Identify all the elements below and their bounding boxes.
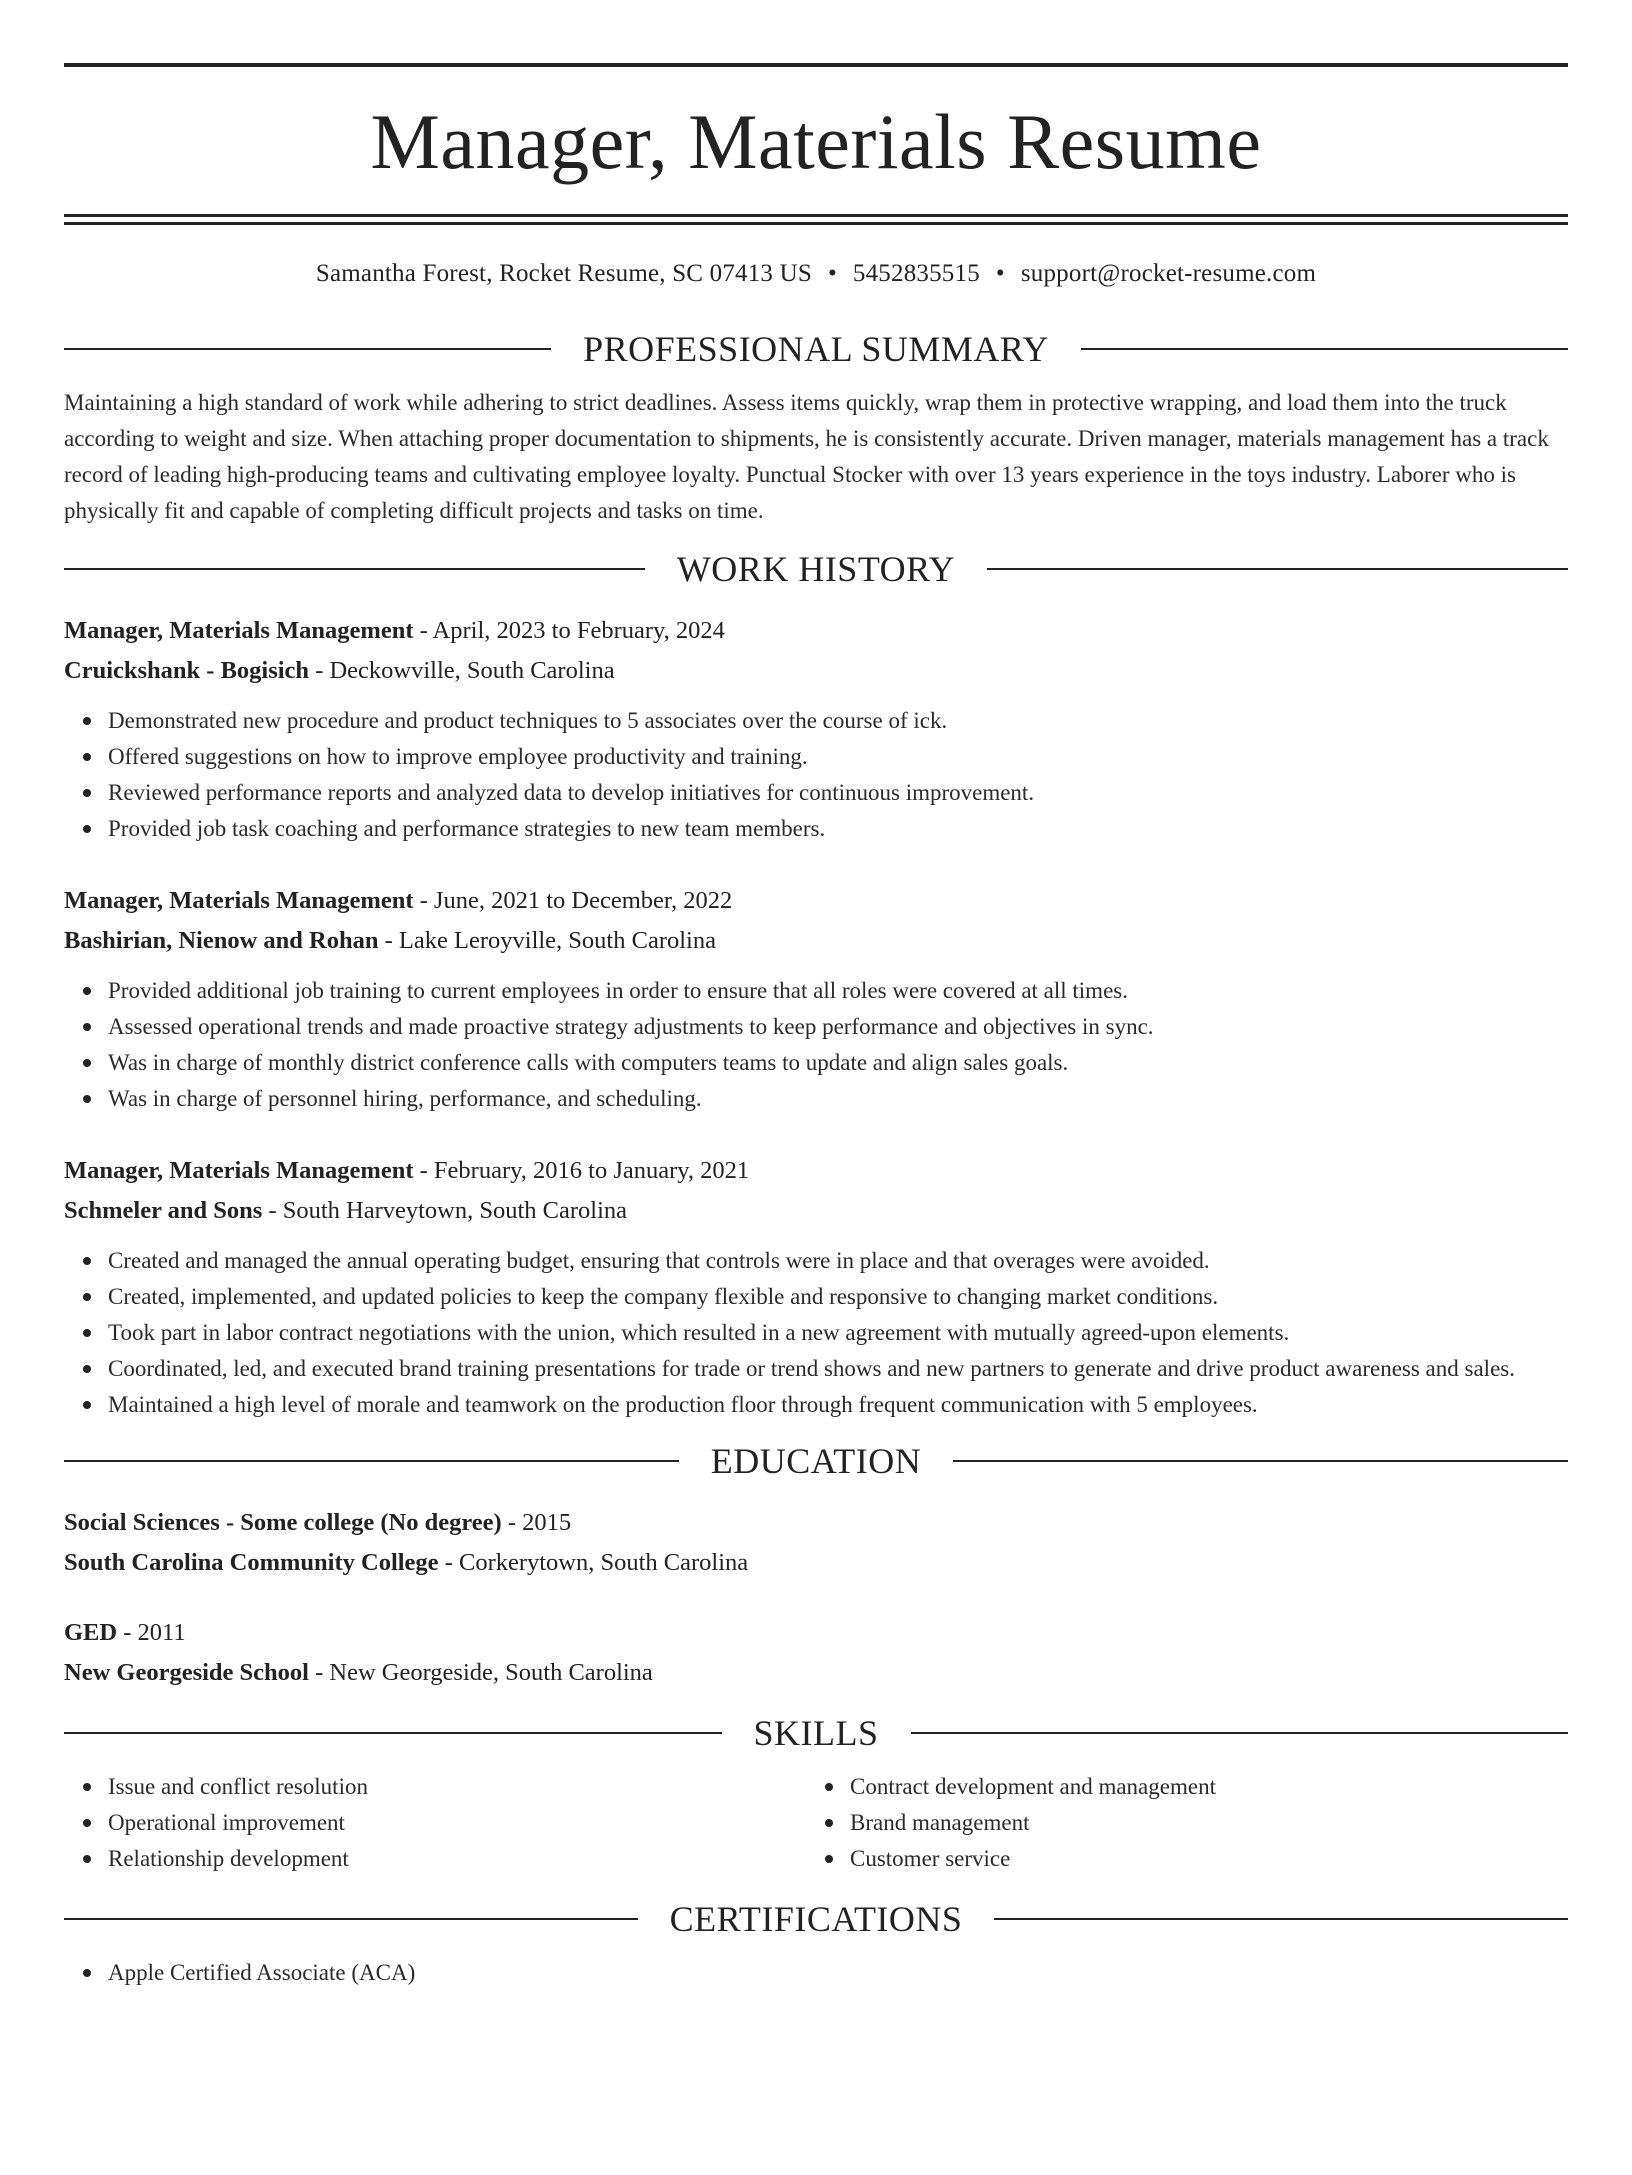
summary-text: Maintaining a high standard of work while adhering to strict deadlines. Assess items quickly, wrap them in protective wrapping, and load them into the truck according to weight and size. When attaching proper documentation to shipments, he is consistently accurate. Driven manager, materials management has a track record of leading high-producing teams and cultivating employee loyalty. Punctual Stocker with over 13 years experience in the toys industry. Laborer who is physically fit and capable of completing difficult projects and tasks on time. [64, 390, 1549, 523]
list-item: Maintained a high level of morale and teamwork on the production floor through frequent communication with 5 employees. [108, 1387, 1568, 1423]
list-item: Contract development and management [850, 1769, 1568, 1805]
section-header-certifications [64, 1897, 1568, 1941]
degree-year: - 2015 [501, 1509, 572, 1536]
job-company-line [64, 651, 1568, 691]
certifications-list [64, 1955, 1568, 1991]
education-entry [64, 1503, 1568, 1583]
section-header-education [64, 1439, 1568, 1483]
section-rule [1081, 348, 1568, 350]
job-title: Manager, Materials Management [64, 617, 414, 644]
job-title: Manager, Materials Management [64, 1157, 414, 1184]
section-rule [64, 1732, 722, 1734]
section-header-skills [64, 1711, 1568, 1755]
section-rule [64, 1460, 679, 1462]
list-item: Apple Certified Associate (ACA) [108, 1955, 1568, 1991]
job-location: - Deckowville, South Carolina [309, 657, 615, 684]
skills-list-left [64, 1769, 806, 1877]
contact-separator: • [827, 260, 837, 287]
job-dates: - February, 2016 to January, 2021 [413, 1157, 750, 1184]
section-header-work [64, 547, 1568, 591]
job-company: Schmeler and Sons [64, 1197, 263, 1224]
job-duties [64, 1243, 1568, 1423]
job-company-line [64, 1191, 1568, 1231]
job-dates: - April, 2023 to February, 2024 [413, 617, 725, 644]
section-title: SKILLS [753, 1713, 879, 1753]
job-entry [64, 611, 1568, 847]
job-dates: - June, 2021 to December, 2022 [413, 887, 733, 914]
contact-separator: • [995, 260, 1005, 287]
list-item: Took part in labor contract negotiations with the union, which resulted in a new agreement with mutually agreed-upon elements. [108, 1315, 1568, 1351]
school-location: - Corkerytown, South Carolina [438, 1549, 749, 1576]
job-duties [64, 703, 1568, 847]
school-location: - New Georgeside, South Carolina [308, 1659, 653, 1686]
section-title: PROFESSIONAL SUMMARY [583, 329, 1049, 369]
contact-address: Samantha Forest, Rocket Resume, SC 07413 US [315, 260, 812, 287]
resume-page [0, 63, 1632, 2175]
education-entry [64, 1613, 1568, 1693]
job-title: Manager, Materials Management [64, 887, 414, 914]
school: New Georgeside School [64, 1659, 309, 1686]
section-rule [994, 1918, 1568, 1920]
section-title: WORK HISTORY [676, 549, 956, 589]
school: South Carolina Community College [64, 1549, 439, 1576]
job-title-line [64, 1151, 1568, 1191]
skills-columns [64, 1769, 1568, 1877]
list-item: Created, implemented, and updated policies to keep the company flexible and responsive to changing market conditions. [108, 1279, 1568, 1315]
degree: Social Sciences - Some college (No degree) [64, 1509, 502, 1536]
job-title-line [64, 611, 1568, 651]
job-title-line [64, 881, 1568, 921]
skills-list-right [806, 1769, 1568, 1877]
section-rule [64, 568, 645, 570]
title-double-rule [64, 214, 1568, 225]
job-company: Cruickshank - Bogisich [64, 657, 310, 684]
list-item: Was in charge of monthly district conference calls with computers teams to update and align sales goals. [108, 1045, 1568, 1081]
job-company: Bashirian, Nienow and Rohan [64, 927, 379, 954]
job-location: - South Harveytown, South Carolina [262, 1197, 628, 1224]
section-rule [987, 568, 1568, 570]
list-item: Coordinated, led, and executed brand training presentations for trade or trend shows and new partners to generate and drive product awareness and sales. [108, 1351, 1568, 1387]
degree-line [64, 1613, 1568, 1653]
section-rule [64, 348, 551, 350]
top-rule [64, 63, 1568, 67]
list-item: Demonstrated new procedure and product techniques to 5 associates over the course of ick. [108, 703, 1568, 739]
degree: GED [64, 1619, 118, 1646]
job-location: - Lake Leroyville, South Carolina [378, 927, 716, 954]
degree-line [64, 1503, 1568, 1543]
job-duties [64, 973, 1568, 1117]
list-item: Customer service [850, 1841, 1568, 1877]
section-title: EDUCATION [710, 1441, 922, 1481]
list-item: Issue and conflict resolution [108, 1769, 806, 1805]
contact-email: support@rocket-resume.com [1020, 260, 1317, 287]
resume-title: Manager, Materials Resume [370, 98, 1262, 185]
list-item: Relationship development [108, 1841, 806, 1877]
list-item: Was in charge of personnel hiring, performance, and scheduling. [108, 1081, 1568, 1117]
list-item: Provided job task coaching and performance strategies to new team members. [108, 811, 1568, 847]
section-header-summary [64, 327, 1568, 371]
list-item: Operational improvement [108, 1805, 806, 1841]
list-item: Offered suggestions on how to improve employee productivity and training. [108, 739, 1568, 775]
section-rule [911, 1732, 1569, 1734]
school-line [64, 1543, 1568, 1583]
list-item: Brand management [850, 1805, 1568, 1841]
degree-year: - 2011 [117, 1619, 186, 1646]
school-line [64, 1653, 1568, 1693]
section-rule [953, 1460, 1568, 1462]
section-title: CERTIFICATIONS [669, 1899, 963, 1939]
section-rule [64, 1918, 638, 1920]
list-item: Created and managed the annual operating budget, ensuring that controls were in place and that overages were avoided. [108, 1243, 1568, 1279]
job-entry [64, 1151, 1568, 1423]
job-entry [64, 881, 1568, 1117]
list-item: Reviewed performance reports and analyzed data to develop initiatives for continuous improvement. [108, 775, 1568, 811]
job-company-line [64, 921, 1568, 961]
list-item: Assessed operational trends and made proactive strategy adjustments to keep performance and objectives in sync. [108, 1009, 1568, 1045]
list-item: Provided additional job training to current employees in order to ensure that all roles were covered at all times. [108, 973, 1568, 1009]
contact-line [64, 259, 1568, 289]
contact-phone: 5452835515 [852, 260, 980, 287]
